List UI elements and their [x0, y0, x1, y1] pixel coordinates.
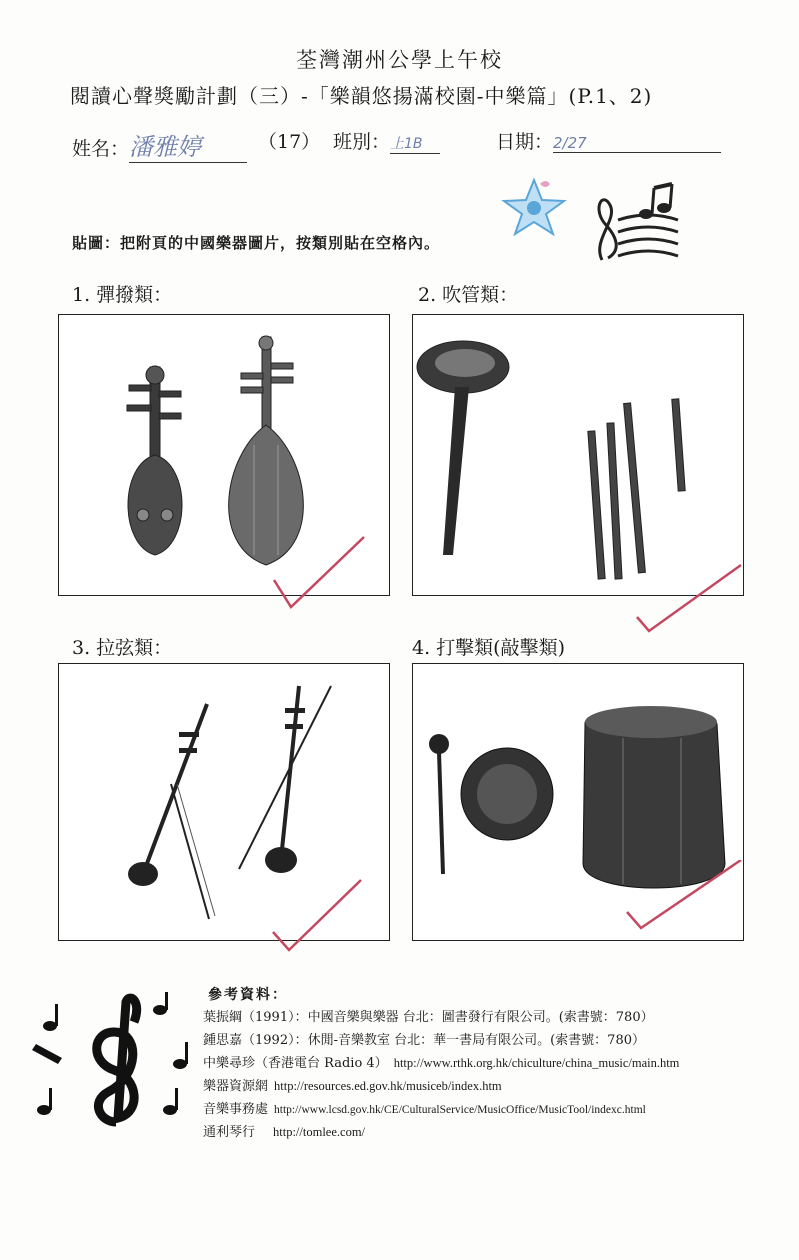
reference-item: 鍾思嘉（1992）：休閒-音樂教室 台北：華一書局有限公司。(索書號：780）	[203, 1033, 645, 1048]
reference-item: 樂器資源網 http://resources.ed.gov.hk/musiceb/index.htm	[203, 1079, 502, 1094]
paste-box-percussion	[412, 663, 744, 941]
reference-link: http://resources.ed.gov.hk/musiceb/index.htm	[274, 1079, 502, 1093]
reference-item: 音樂事務處 http://www.lcsd.gov.hk/CE/CulturalService/MusicOffice/MusicTool/indexc.html	[203, 1102, 646, 1117]
paste-box-bowed	[58, 663, 390, 941]
star-sticker-icon	[500, 176, 568, 238]
school-title: 荃灣潮州公學上午校	[296, 48, 503, 72]
date-value: 2/27	[553, 134, 721, 153]
reference-link: http://tomlee.com/	[273, 1125, 366, 1139]
section-label-plucked: 1. 彈撥類：	[72, 284, 173, 306]
name-value: 潘雅婷	[129, 127, 247, 163]
class-field	[333, 127, 440, 154]
check-mark-icon	[633, 555, 743, 635]
reference-link: http://www.rthk.org.hk/chiculture/china_music/main.htm	[393, 1056, 680, 1070]
references-title: 參考資料：	[208, 987, 288, 1003]
treble-clef-notes-icon	[30, 992, 198, 1132]
instruction-text: 貼圖：把附頁的中國樂器圖片，按類別貼在空格內。	[72, 234, 441, 252]
date-field	[496, 127, 721, 154]
date-label: 日期：	[496, 131, 554, 153]
bamboo-pipes-icon	[413, 315, 743, 595]
section-label-wind: 2. 吹管類：	[418, 284, 519, 306]
class-value: 上1B	[390, 133, 440, 154]
reference-item: 中樂尋珍（香港電台 Radio 4） http://www.rthk.org.hk/chiculture/china_music/main.htm	[203, 1056, 680, 1071]
class-label: 班別：	[333, 131, 391, 153]
student-number: （17）	[258, 131, 321, 153]
check-mark-icon	[269, 525, 369, 615]
reference-item: 通利琴行 http://tomlee.com/	[203, 1125, 366, 1140]
section-label-percussion: 4. 打擊類(敲擊類)	[412, 637, 565, 659]
paste-box-plucked	[58, 314, 390, 596]
check-mark-icon	[623, 860, 743, 940]
paste-box-wind	[412, 314, 744, 596]
section-label-bowed: 3. 拉弦類：	[72, 637, 173, 659]
check-mark-icon	[269, 874, 379, 954]
worksheet-title: 閱讀心聲獎勵計劃（三）-「樂韻悠揚滿校園-中樂篇」(P.1、2)	[70, 84, 653, 108]
name-label: 姓名：	[72, 138, 130, 160]
music-notes-icon	[588, 180, 688, 270]
name-field	[72, 127, 247, 163]
reference-link: http://www.lcsd.gov.hk/CE/CulturalService/MusicOffice/MusicTool/indexc.html	[274, 1104, 646, 1116]
reference-item: 葉振綱（1991）：中國音樂與樂器 台北：圖書發行有限公司。(索書號：780）	[203, 1010, 654, 1025]
